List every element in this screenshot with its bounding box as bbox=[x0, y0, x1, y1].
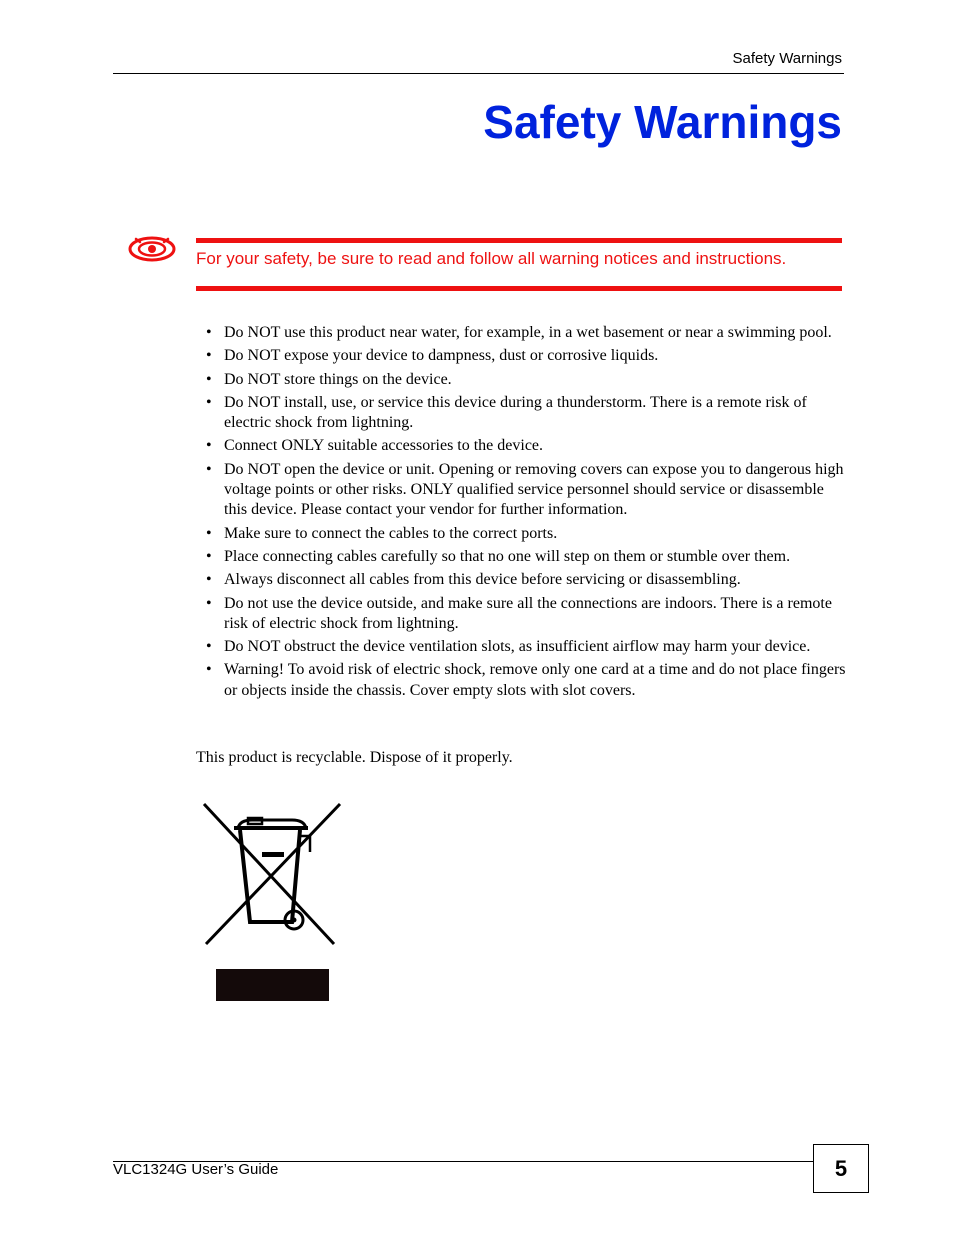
page-title: Safety Warnings bbox=[483, 96, 842, 148]
warning-item bbox=[196, 570, 846, 590]
warning-item bbox=[196, 393, 846, 434]
bullet-icon: • bbox=[206, 437, 212, 455]
warning-text: Connect ONLY suitable accessories to the device. bbox=[224, 437, 544, 455]
warning-item bbox=[196, 660, 846, 701]
bullet-icon: • bbox=[206, 594, 212, 612]
warning-item bbox=[196, 436, 846, 456]
safety-notice: For your safety, be sure to read and follow all warning notices and instructions. bbox=[196, 249, 787, 268]
page-number: 5 bbox=[813, 1144, 869, 1193]
warning-item bbox=[196, 594, 846, 635]
bullet-icon: • bbox=[206, 347, 212, 365]
warning-text: Place connecting cables carefully so that no one will step on them or stumble over them. bbox=[224, 547, 791, 565]
warning-text: Make sure to connect the cables to the correct ports. bbox=[224, 524, 558, 542]
eye-warning-icon bbox=[128, 234, 176, 264]
warning-text: Do NOT open the device or unit. Opening or removing covers can expose you to dangerous high voltage points or other risks. ONLY qualified service personnel should service or disassemble this device. Please contact your vendor for further information. bbox=[224, 460, 844, 519]
bullet-icon: • bbox=[206, 547, 212, 565]
notice-bottom-rule bbox=[196, 286, 842, 291]
crossed-out-wheelie-bin-icon bbox=[200, 800, 345, 1005]
warning-text: Do NOT expose your device to dampness, dust or corrosive liquids. bbox=[224, 347, 659, 365]
running-header: Safety Warnings bbox=[732, 50, 842, 67]
warning-text: Warning! To avoid risk of electric shock, remove only one card at a time and do not place fingers or objects inside the chassis. Cover empty slots with slot covers. bbox=[224, 661, 846, 699]
warning-text: Do NOT use this product near water, for example, in a wet basement or near a swimming pool. bbox=[224, 324, 832, 341]
warning-item bbox=[196, 323, 846, 343]
warning-item bbox=[196, 547, 846, 567]
warning-text: Do NOT obstruct the device ventilation slots, as insufficient airflow may harm your device. bbox=[224, 638, 811, 656]
bullet-icon: • bbox=[206, 324, 212, 341]
warning-item bbox=[196, 346, 846, 366]
warning-item bbox=[196, 460, 846, 521]
warning-item bbox=[196, 370, 846, 390]
warning-text: Do not use the device outside, and make sure all the connections are indoors. There is a remote risk of electric shock from lightning. bbox=[224, 594, 832, 632]
warning-text: Do NOT install, use, or service this device during a thunderstorm. There is a remote risk of electric shock from lightning. bbox=[224, 393, 807, 432]
footer-guide-title: VLC1324G User’s Guide bbox=[113, 1161, 279, 1178]
bullet-icon: • bbox=[206, 393, 212, 411]
bullet-icon: • bbox=[206, 571, 212, 589]
warning-item bbox=[196, 637, 846, 657]
bullet-icon: • bbox=[206, 460, 212, 478]
warning-item bbox=[196, 524, 846, 544]
recycle-note: This product is recyclable. Dispose of it properly. bbox=[196, 749, 513, 766]
bullet-icon: • bbox=[206, 638, 212, 656]
bullet-icon: • bbox=[206, 524, 212, 542]
header-rule bbox=[113, 73, 844, 74]
bullet-icon: • bbox=[206, 370, 212, 388]
warning-text: Always disconnect all cables from this device before servicing or disassembling. bbox=[224, 571, 741, 589]
notice-top-rule bbox=[196, 238, 842, 243]
warning-text: Do NOT store things on the device. bbox=[224, 370, 452, 388]
warning-list bbox=[196, 323, 846, 704]
bullet-icon: • bbox=[206, 661, 212, 679]
